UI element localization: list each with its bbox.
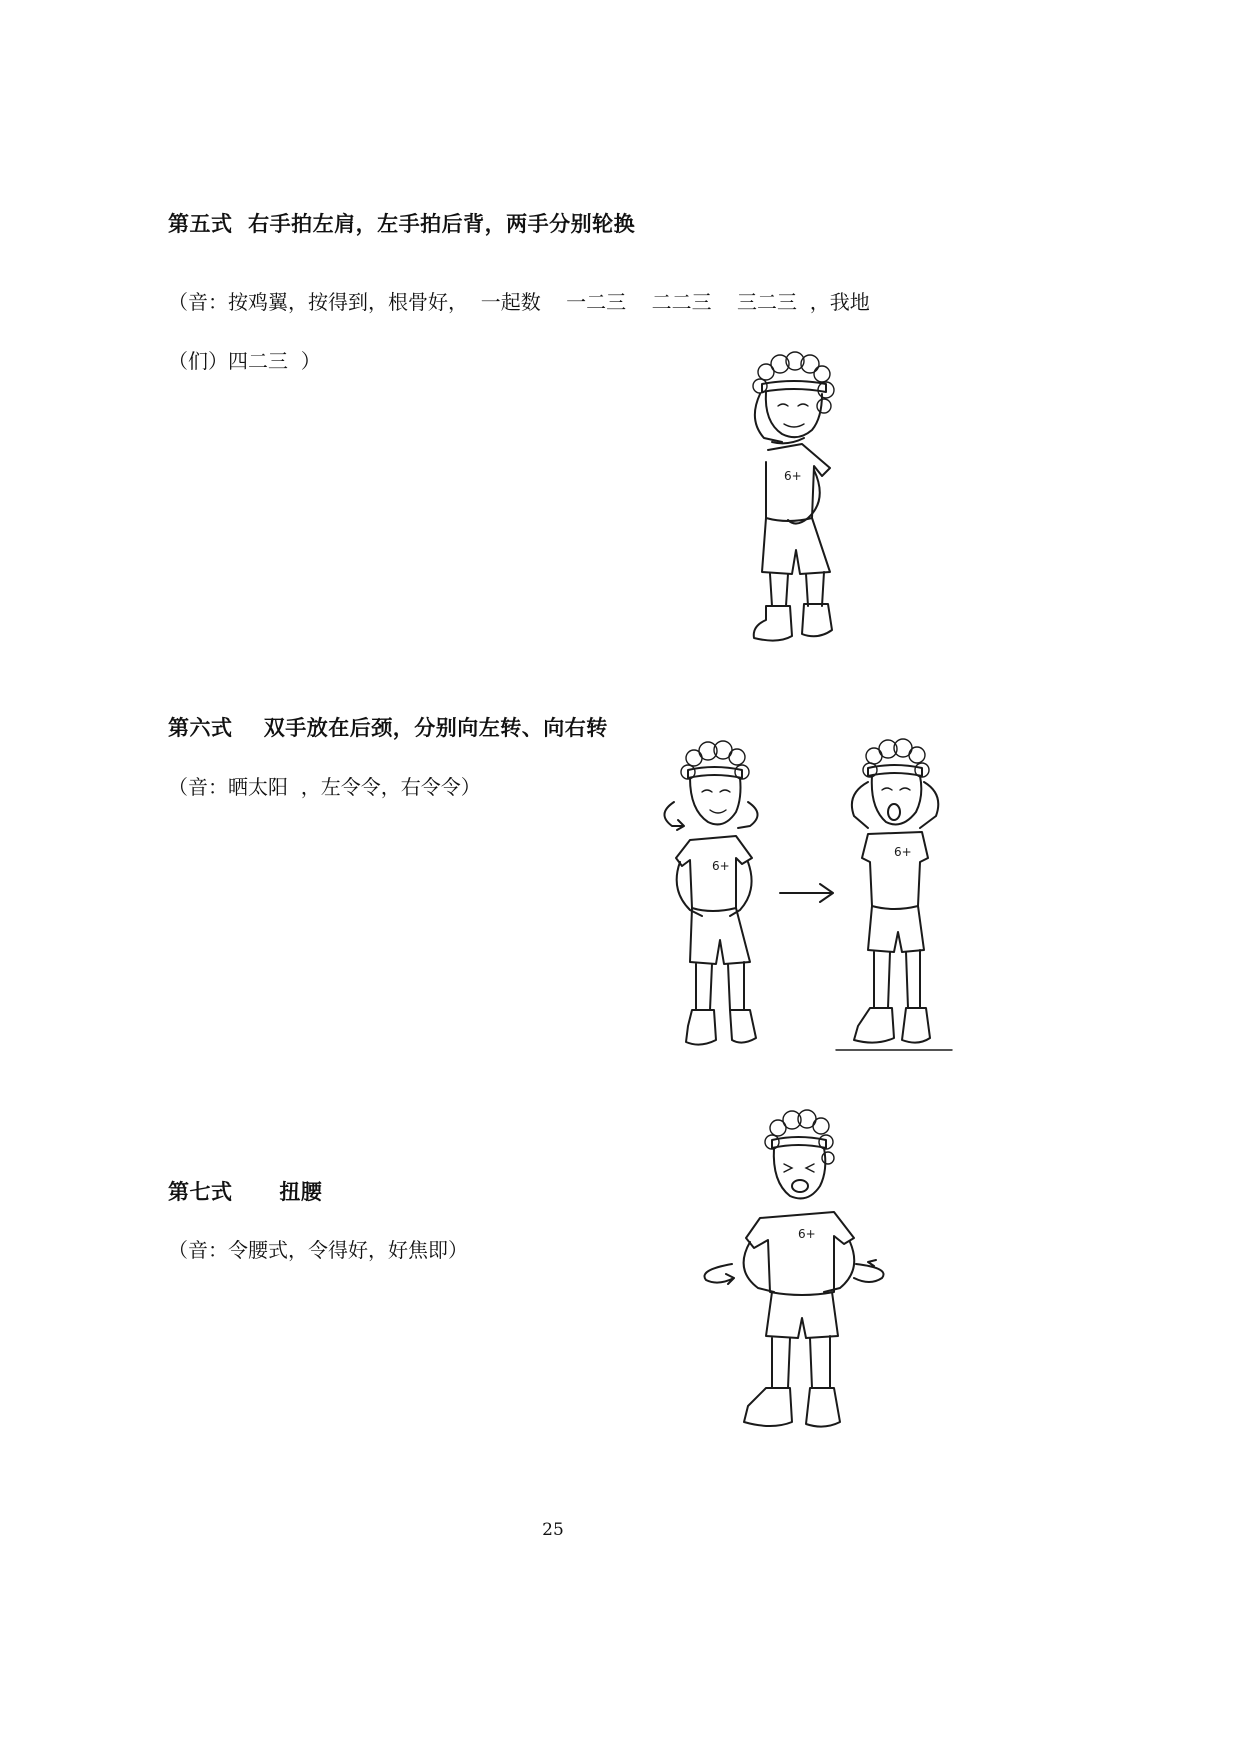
illustration-neck-turn-left <box>650 740 775 1052</box>
section-7-lyric-line-1: （音：令腰式，令得好，好焦即） <box>168 1238 468 1262</box>
section-5-lyric-line-1: （音：按鸡翼，按得到，根骨好， 一起数 一二三 二二三 三二三 ，我地 <box>168 290 870 314</box>
illustration-neck-turn-right <box>832 738 957 1056</box>
shirt-label: 6+ <box>798 1227 816 1241</box>
illustration-waist-twist <box>694 1108 894 1443</box>
shirt-label: 6+ <box>784 469 802 483</box>
section-5-heading: 第五式 右手拍左肩，左手拍后背，两手分别轮换 <box>168 211 636 236</box>
section-7-heading: 第七式 扭腰 <box>168 1179 323 1204</box>
arrow-right-icon <box>776 878 838 908</box>
page-number: 25 <box>542 1520 564 1540</box>
shirt-label: 6+ <box>894 845 912 859</box>
illustration-shoulder-pat <box>738 350 848 650</box>
section-6-heading: 第六式 双手放在后颈，分别向左转、向右转 <box>168 715 608 740</box>
shirt-label: 6+ <box>712 859 730 873</box>
section-5-lyric-line-2: （们）四二三 ） <box>168 349 321 373</box>
section-6-lyric-line-1: （音：晒太阳 ，左令令，右令令） <box>168 775 481 799</box>
